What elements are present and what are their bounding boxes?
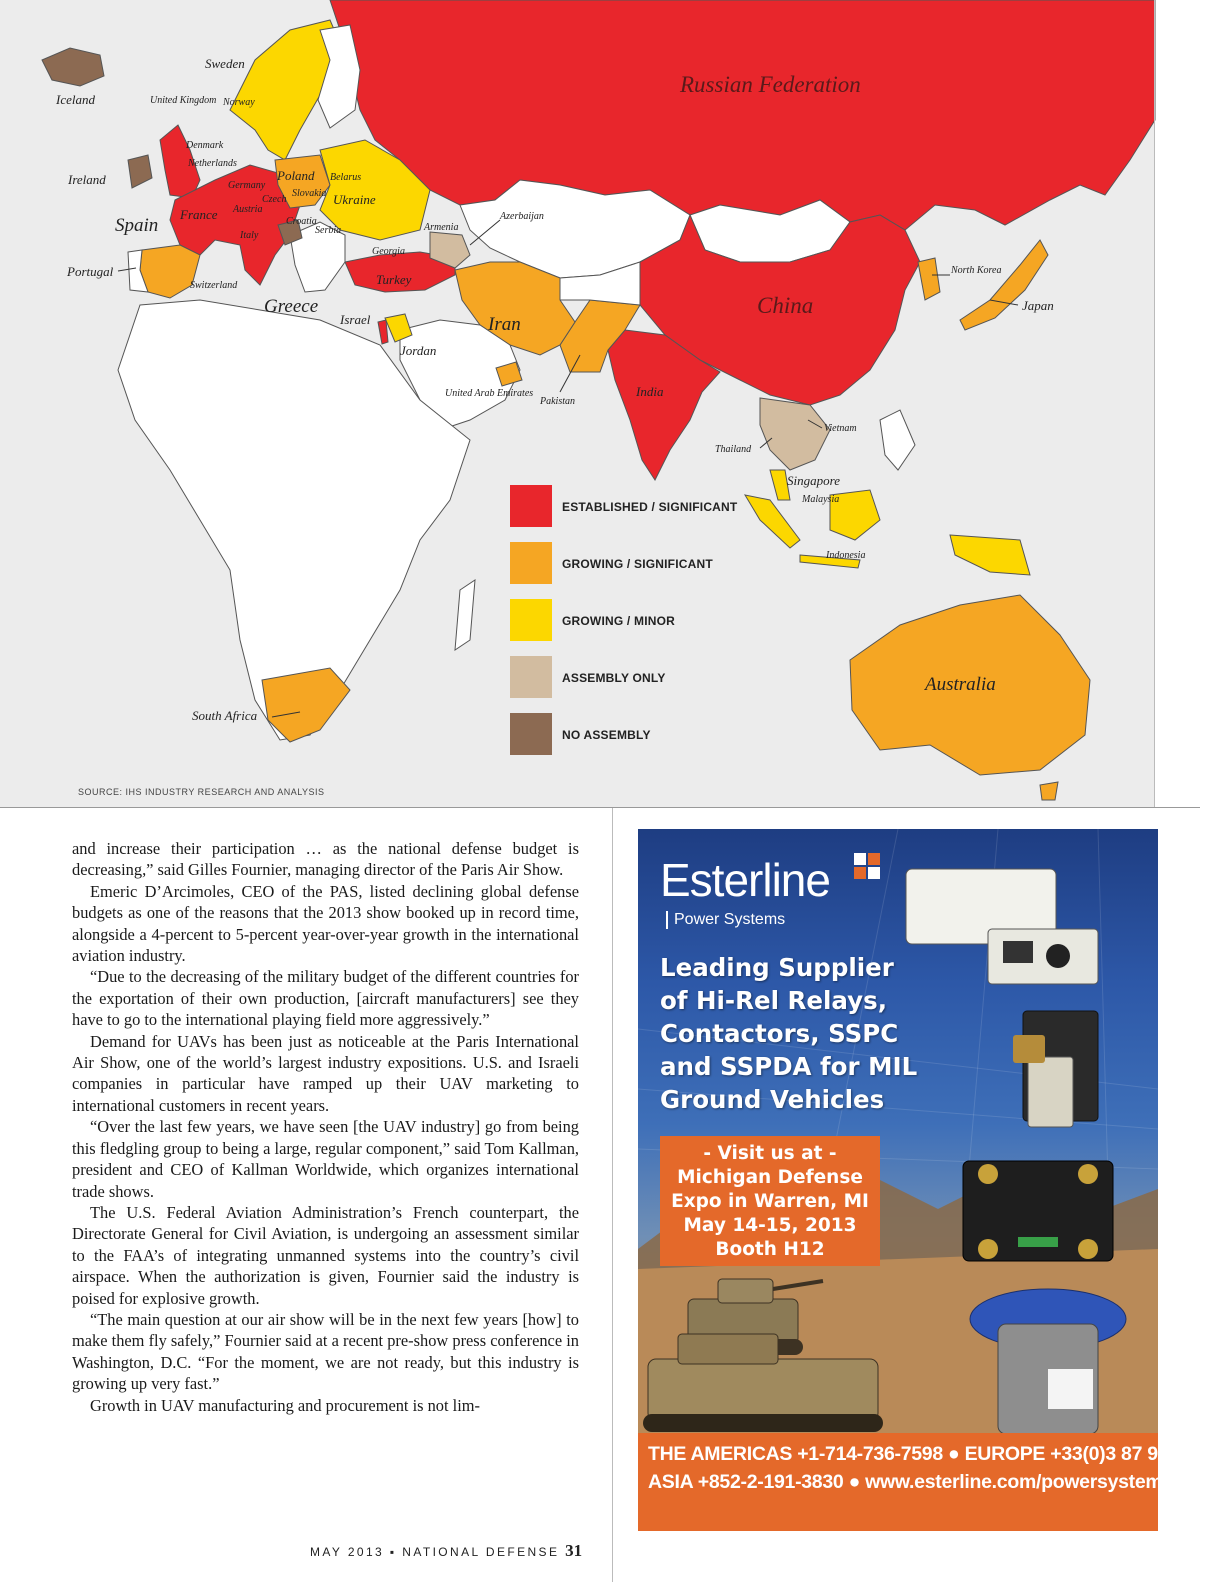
map-label-france: France [180,207,218,222]
region-philippines [880,410,915,470]
map-label-iceland: Iceland [56,92,95,107]
map-label-poland: Poland [277,168,315,183]
map-label-armenia: Armenia [424,222,459,233]
article-paragraph: Emeric D’Arcimoles, CEO of the PAS, listed declining global defense budgets as one of the reasons that the 2013 show booked up in record time, alongside a 4-percent to 5-percent year-over-year growth in the international aviation industry. [72,881,579,966]
map-label-russia: Russian Federation [680,72,861,97]
map-label-austria: Austria [233,204,263,215]
map-label-germany: Germany [228,180,266,191]
map-label-vietnam: Vietnam [824,423,857,434]
map-label-turkey: Turkey [376,272,412,287]
map-bottom-rule [0,807,1200,808]
ad-contact-phones: THE AMERICAS +1-714-736-7598 ● EUROPE +33(0)3 87 97 98 97 [648,1443,1221,1465]
region-se-asia [760,398,830,470]
legend-label: ASSEMBLY ONLY [562,671,666,685]
article-paragraph: “Due to the decreasing of the military budget of the different countries for the exportation of their own production, [aircraft manufacturers] see they have to go to the international playing field more aggressively.” [72,967,579,1030]
ad-event-callout [660,1136,880,1266]
map-label-thailand: Thailand [715,444,752,455]
legend-swatch [510,713,552,755]
map-label-japan: Japan [1022,298,1054,313]
region-tasmania [1040,782,1058,800]
esterline-advertisement [638,829,1221,1531]
map-label-spain: Spain [115,215,159,236]
legend-swatch [510,599,552,641]
ad-event-line: Booth H12 [715,1239,825,1260]
folio-separator: ▪ [389,1545,397,1559]
ad-headline-line: of Hi-Rel Relays, [660,986,888,1015]
ad-headline-line: Leading Supplier [660,953,894,982]
map-label-switzerland: Switzerland [190,280,238,291]
ad-event-line: Expo in Warren, MI [671,1191,869,1212]
map-label-georgia: Georgia [372,246,405,257]
map-label-slovakia: Slovakia [292,188,327,199]
map-graphic [0,0,1155,808]
article-paragraph: Demand for UAVs has been just as noticeable at the Paris International Air Show, one of the world’s largest industry expositions. U.S. and Israeli companies in particular have ramped up their UAV marketing to international customers in recent years. [72,1031,579,1115]
legend-swatch [510,656,552,698]
article-paragraph: “Over the last few years, we have seen [the UAV industry] go from being this fledgling group to being a large, regular component,” said Tom Kallman, president and CEO of Kallman Worldwide, which organizes international trade shows. [72,1117,579,1201]
map-label-netherlands: Netherlands [188,158,237,169]
map-label-belarus: Belarus [330,172,362,183]
folio-publication: NATIONAL DEFENSE [402,1545,560,1559]
region-iceland [42,48,104,86]
ad-headline [660,951,960,1116]
column-divider [612,808,613,1582]
legend-label: GROWING / SIGNIFICANT [562,557,713,571]
article-body [72,838,579,1416]
legend-label: NO ASSEMBLY [562,728,651,742]
map-label-azerbaijan: Azerbaijan [500,211,544,222]
map-label-iran: Iran [488,314,521,335]
map-label-india: India [636,384,664,399]
ad-contact-bar [638,1433,1221,1531]
map-label-indonesia: Indonesia [826,550,866,561]
ad-contact-asia-web: ASIA +852-2-191-3830 ● www.esterline.com/powersystems [648,1471,1173,1493]
map-label-south-africa: South Africa [192,708,258,723]
market-map [0,0,1155,808]
ad-event-line: Michigan Defense [677,1167,863,1188]
map-label-sweden: Sweden [205,56,245,71]
map-label-ireland: Ireland [68,172,106,187]
folio-issue: MAY 2013 [310,1545,385,1559]
ad-headline-line: Contactors, SSPC [660,1019,899,1048]
region-russia [330,0,1155,230]
map-label-croatia: Croatia [286,216,317,227]
map-label-singapore: Singapore [787,473,840,488]
map-label-denmark: Denmark [186,140,224,151]
region-japan [960,240,1048,330]
map-label-israel: Israel [340,312,371,327]
esterline-division: Power Systems [666,911,785,929]
map-label-pakistan: Pakistan [540,396,575,407]
region-korea [918,258,940,300]
region-papua [950,535,1030,575]
esterline-logo-mark-icon [854,853,880,879]
map-label-italy: Italy [240,230,259,241]
esterline-logo: Esterline [660,854,830,906]
map-source-note: SOURCE: IHS INDUSTRY RESEARCH AND ANALYSIS [78,787,325,797]
map-label-north-korea: North Korea [951,265,1002,276]
map-label-czech: Czech [262,194,287,205]
region-sumatra [745,495,800,548]
map-label-portugal: Portugal [67,264,114,279]
map-right-rule [1154,0,1155,808]
legend-label: GROWING / MINOR [562,614,675,628]
legend-swatch [510,542,552,584]
ad-event-line: May 14-15, 2013 [683,1215,857,1236]
article-paragraph: “The main question at our air show will be in the next few years [how] to make them fly safely,” Fournier said at a recent pre-show press conference in Washington, D.C. “For the moment, we are not ready, but this industry is growing up very fast.” [72,1309,579,1394]
legend-label: ESTABLISHED / SIGNIFICANT [562,500,738,514]
region-madagascar [455,580,475,650]
page-folio [310,1541,582,1561]
map-label-greece: Greece [264,296,319,317]
map-label-australia: Australia [925,674,996,695]
article-paragraph: and increase their participation … as the national defense budget is decreasing,” said Gilles Fournier, managing director of the Paris Air Show. [72,839,579,880]
map-label-uae: United Arab Emirates [445,388,534,399]
map-label-norway: Norway [223,97,255,108]
article-paragraph: Growth in UAV manufacturing and procurement is not lim- [90,1395,480,1415]
map-label-serbia: Serbia [315,225,342,236]
ad-event-line: - Visit us at - [703,1143,837,1164]
ad-headline-line: and SSPDA for MIL [660,1052,918,1081]
region-israel [378,320,388,344]
map-label-malaysia: Malaysia [802,494,840,505]
map-label-jordan: Jordan [400,343,437,358]
region-ireland [128,155,152,188]
map-label-ukraine: Ukraine [333,192,376,207]
page-number: 31 [565,1541,583,1560]
ad-headline-line: Ground Vehicles [660,1085,885,1114]
article-paragraph: The U.S. Federal Aviation Administration’s French counterpart, the Directorate General for Civil Aviation, is undergoing an assessment similar to the FAA’s of integrating unmanned systems into the country’s civil airspace. When the authorization is given, Fournier said the industry is poised for explosive growth. [72,1202,579,1308]
map-label-united-kingdom: United Kingdom [150,95,217,106]
legend-swatch [510,485,552,527]
map-label-china: China [757,293,814,318]
